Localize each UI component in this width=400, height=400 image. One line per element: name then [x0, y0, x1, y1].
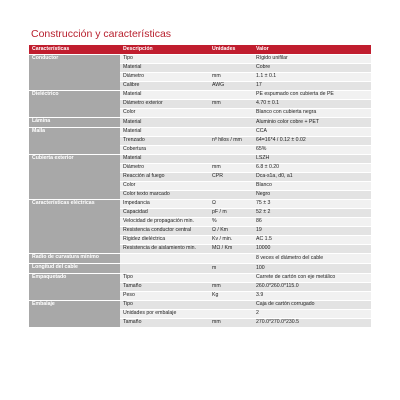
unit-cell: AWG	[209, 82, 253, 91]
description-cell: Rigidez dieléctrica	[120, 236, 209, 245]
unit-cell: m	[209, 264, 253, 274]
unit-cell	[209, 254, 253, 264]
header-caracteristicas: Características	[29, 45, 120, 55]
description-cell: Material	[120, 91, 209, 100]
description-cell: Tipo	[120, 274, 209, 283]
unit-cell: %	[209, 218, 253, 227]
unit-cell: CPR	[209, 173, 253, 182]
value-cell: PE espumado con cubierta de PE	[253, 91, 371, 100]
value-cell: 17	[253, 82, 371, 91]
page-title: Construcción y características	[31, 28, 172, 40]
description-cell: Material	[120, 128, 209, 137]
value-cell: Blanco	[253, 182, 371, 191]
unit-cell: mm	[209, 100, 253, 109]
unit-cell	[209, 55, 253, 64]
category-cell: Conductor	[29, 55, 120, 91]
category-cell: Cubierta exterior	[29, 155, 120, 200]
value-cell: LSZH	[253, 155, 371, 164]
spec-row	[29, 264, 371, 274]
description-cell: Material	[120, 64, 209, 73]
category-cell: Características eléctricas	[29, 200, 120, 254]
unit-cell: nº hilos / mm	[209, 137, 253, 146]
value-cell: Caja de cartón corrugado	[253, 301, 371, 310]
unit-cell: Ω / Km	[209, 227, 253, 236]
header-descripcion: Descripción	[120, 45, 209, 55]
unit-cell	[209, 128, 253, 137]
header-row	[29, 45, 371, 55]
description-cell: Tipo	[120, 301, 209, 310]
spec-row	[29, 200, 371, 209]
spec-row	[29, 301, 371, 310]
unit-cell	[209, 274, 253, 283]
value-cell: 86	[253, 218, 371, 227]
value-cell: 75 ± 3	[253, 200, 371, 209]
header-unidades: Unidades	[209, 45, 253, 55]
unit-cell	[209, 91, 253, 100]
unit-cell: pF / m	[209, 209, 253, 218]
category-cell: Embalaje	[29, 301, 120, 328]
description-cell	[120, 264, 209, 274]
spec-row	[29, 254, 371, 264]
spec-row	[29, 91, 371, 100]
value-cell: 64=16*4 / 0.12 ± 0.02	[253, 137, 371, 146]
unit-cell: Kg	[209, 292, 253, 301]
unit-cell: mm	[209, 283, 253, 292]
description-cell: Unidades por embalaje	[120, 310, 209, 319]
unit-cell	[209, 109, 253, 118]
description-cell: Diámetro	[120, 73, 209, 82]
spec-table-body	[29, 55, 371, 328]
unit-cell: MΩ / Km	[209, 245, 253, 254]
description-cell	[120, 254, 209, 264]
description-cell: Diámetro	[120, 164, 209, 173]
description-cell: Material	[120, 155, 209, 164]
category-cell: Dieléctrico	[29, 91, 120, 118]
value-cell: 52 ± 2	[253, 209, 371, 218]
unit-cell	[209, 310, 253, 319]
value-cell: 6.8 ± 0.20	[253, 164, 371, 173]
unit-cell	[209, 118, 253, 128]
spec-row	[29, 155, 371, 164]
unit-cell: Kv / min.	[209, 236, 253, 245]
category-cell: Lámina	[29, 118, 120, 128]
unit-cell: mm	[209, 73, 253, 82]
value-cell: Cobre	[253, 64, 371, 73]
value-cell: 260.0*260.0*115.0	[253, 283, 371, 292]
value-cell: 2	[253, 310, 371, 319]
description-cell: Calibre	[120, 82, 209, 91]
value-cell: 1.1 ± 0.1	[253, 73, 371, 82]
description-cell: Tipo	[120, 55, 209, 64]
description-cell: Color	[120, 109, 209, 118]
description-cell: Resistencia conductor central	[120, 227, 209, 236]
unit-cell: mm	[209, 164, 253, 173]
value-cell: AC 1.5	[253, 236, 371, 245]
value-cell: Rígido unifilar	[253, 55, 371, 64]
category-cell: Longitud del cable	[29, 264, 120, 274]
spec-row	[29, 128, 371, 137]
value-cell: Negro	[253, 191, 371, 200]
value-cell: Carrete de cartón con eje metálico	[253, 274, 371, 283]
unit-cell: mm	[209, 319, 253, 328]
category-cell: Radio de curvatura mínimo	[29, 254, 120, 264]
spec-row	[29, 118, 371, 128]
spec-table	[29, 45, 371, 328]
value-cell: CCA	[253, 128, 371, 137]
description-cell: Peso	[120, 292, 209, 301]
description-cell: Tamaño	[120, 283, 209, 292]
unit-cell	[209, 64, 253, 73]
spec-row	[29, 55, 371, 64]
description-cell: Tamaño	[120, 319, 209, 328]
unit-cell	[209, 191, 253, 200]
value-cell: 65%	[253, 146, 371, 155]
value-cell: 4.70 ± 0.1	[253, 100, 371, 109]
value-cell: 3.9	[253, 292, 371, 301]
unit-cell	[209, 155, 253, 164]
value-cell: 8 veces el diámetro del cable	[253, 254, 371, 264]
value-cell: Dca-s1a, d0, a1	[253, 173, 371, 182]
description-cell: Trenzado	[120, 137, 209, 146]
category-cell: Empaquetado	[29, 274, 120, 301]
unit-cell	[209, 146, 253, 155]
description-cell: Reacción al fuego	[120, 173, 209, 182]
description-cell: Velocidad de propagación min.	[120, 218, 209, 227]
unit-cell	[209, 301, 253, 310]
value-cell: 270.0*270.0*230.5	[253, 319, 371, 328]
description-cell: Diámetro exterior	[120, 100, 209, 109]
value-cell: 100	[253, 264, 371, 274]
category-cell: Malla	[29, 128, 120, 155]
description-cell: Material	[120, 118, 209, 128]
header-valor: Valor	[253, 45, 371, 55]
unit-cell	[209, 182, 253, 191]
description-cell: Resistencia de aislamiento min.	[120, 245, 209, 254]
description-cell: Cobertura	[120, 146, 209, 155]
description-cell: Color	[120, 182, 209, 191]
description-cell: Capacidad	[120, 209, 209, 218]
value-cell: Blanco con cubierta negra	[253, 109, 371, 118]
spec-row	[29, 274, 371, 283]
value-cell: Aluminio color cobre + PET	[253, 118, 371, 128]
unit-cell: Ω	[209, 200, 253, 209]
description-cell: Color texto marcado	[120, 191, 209, 200]
value-cell: 10000	[253, 245, 371, 254]
description-cell: Impedancia	[120, 200, 209, 209]
value-cell: 19	[253, 227, 371, 236]
